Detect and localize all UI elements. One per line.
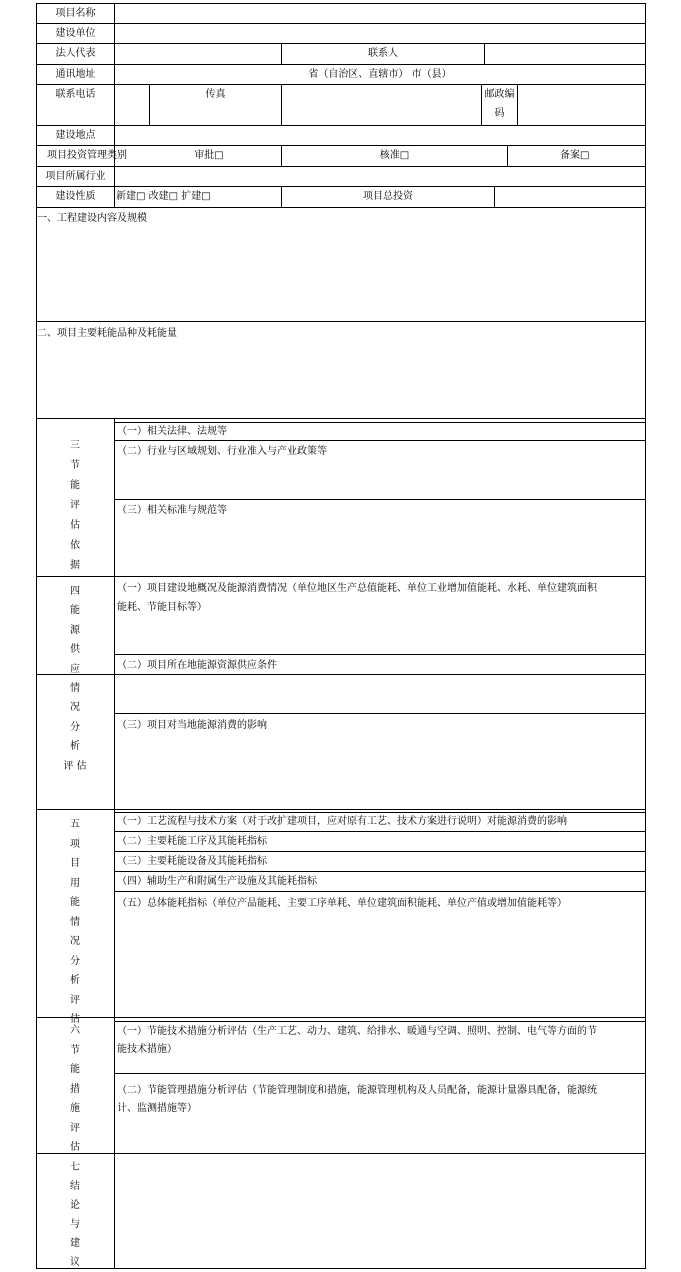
rule — [114, 499, 646, 500]
section-6-item-2-line-2: 计、监测措施等） — [117, 1103, 197, 1114]
section-5-item-5: （五）总体能耗指标（单位产品能耗、主要工序单耗、单位建筑面积能耗、单位产值或增加值能耗等） — [117, 898, 567, 909]
project-name-label: 项目名称 — [55, 8, 96, 19]
section-7-side-label: 七 结 论 与 建 议 — [70, 1162, 80, 1268]
rule — [114, 422, 646, 423]
rule — [36, 418, 646, 419]
rule — [645, 3, 646, 1269]
builder-field[interactable] — [115, 24, 645, 43]
rule — [36, 1017, 646, 1018]
nature-options[interactable]: 新建□ 改建□ 扩建□ — [116, 191, 211, 202]
address-label: 通讯地址 — [55, 69, 96, 80]
contact-label: 联系人 — [368, 48, 398, 59]
rule — [114, 1073, 646, 1074]
rule — [114, 1021, 646, 1022]
rule — [36, 1268, 646, 1269]
postcode-label-line1: 邮政编 — [484, 89, 515, 100]
section-2-field[interactable] — [37, 343, 645, 418]
rule — [36, 809, 646, 810]
industry-field[interactable] — [115, 167, 645, 186]
section-6-item-1-line-2: 能技术措施） — [117, 1044, 177, 1055]
rule — [114, 851, 646, 852]
section-4-item-2: （二）项目所在地能源资源供应条件 — [117, 660, 277, 671]
section-3-item-3-field[interactable] — [115, 520, 645, 576]
section-5-side-label: 五 项 目 用 能 情 况 分 析 评 估 — [70, 819, 80, 1025]
section-5-item-2: （二）主要耗能工序及其能耗指标 — [117, 836, 267, 847]
fax-field[interactable] — [282, 85, 481, 125]
legal-rep-field[interactable] — [115, 44, 281, 64]
rule — [36, 145, 646, 146]
site-label: 建设地点 — [55, 130, 96, 141]
section-7-field[interactable] — [115, 1154, 645, 1268]
rule — [114, 871, 646, 872]
mgmt-option-verification[interactable]: 核准□ — [379, 150, 410, 161]
section-2-title: 二、项目主要耗能品种及耗能量 — [37, 328, 177, 339]
section-5-item-3: （三）主要耗能设备及其能耗指标 — [117, 856, 267, 867]
phone-label: 联系电话 — [55, 89, 96, 100]
contact-field[interactable] — [485, 44, 645, 64]
section-4-item-3: （三）项目对当地能源消费的影响 — [117, 720, 267, 731]
section-3-item-1: （一）相关法律、法规等 — [117, 426, 227, 437]
phone-field[interactable] — [115, 85, 149, 125]
address-template[interactable]: 省（自治区、直辖市） 市（县） — [308, 69, 452, 80]
section-5-item-4: （四）辅助生产和附属生产设施及其能耗指标 — [117, 876, 317, 887]
legal-rep-label: 法人代表 — [55, 48, 96, 59]
section-1-field[interactable] — [37, 228, 645, 321]
section-4-item-1-field[interactable] — [115, 617, 645, 654]
rule — [114, 440, 646, 441]
rule — [114, 812, 646, 813]
rule — [36, 64, 646, 65]
postcode-label-line2: 码 — [494, 108, 505, 119]
section-4-item-1-line-1: （一）项目建设地概况及能源消费情况（单位地区生产总值能耗、单位工业增加值能耗、水耗、单位建筑面积 — [117, 583, 597, 594]
section-4-item-3-field[interactable] — [115, 735, 645, 809]
section-4-item-2-field[interactable] — [115, 675, 645, 713]
nature-label: 建设性质 — [55, 191, 96, 202]
builder-label: 建设单位 — [55, 28, 96, 39]
mgmt-type-label: 项目投资管理类别 — [47, 150, 127, 161]
section-4-item-1-line-2: 能耗、节能目标等） — [117, 602, 207, 613]
section-6-item-2-line-1: （二）节能管理措施分析评估（节能管理制度和措施，能源管理机构及人员配备，能源计量器具配备，能源统 — [117, 1085, 597, 1096]
section-3-item-2-field[interactable] — [115, 460, 645, 499]
section-6-item-1-line-1: （一）节能技术措施分析评估（生产工艺、动力、建筑、给排水、暖通与空调、照明、控制、电气等方面的节 — [117, 1026, 597, 1037]
rule — [36, 576, 646, 577]
total-invest-field[interactable] — [495, 187, 645, 207]
mgmt-option-approval[interactable]: 审批□ — [194, 150, 224, 161]
fax-label: 传真 — [205, 89, 226, 100]
section-1-title: 一、工程建设内容及规模 — [37, 213, 147, 224]
rule — [36, 321, 646, 322]
rule — [507, 145, 508, 166]
rule — [114, 713, 646, 714]
postcode-field[interactable] — [518, 85, 645, 125]
section-6-side-label: 六 节 能 措 施 评 估 — [70, 1025, 80, 1153]
section-5-item-5-field[interactable] — [115, 913, 645, 1017]
rule — [114, 654, 646, 655]
section-6-item-2-field[interactable] — [115, 1118, 645, 1153]
site-field[interactable] — [115, 126, 645, 145]
section-3-item-2: （二）行业与区域规划、行业准入与产业政策等 — [117, 446, 327, 457]
section-6-item-1-field[interactable] — [115, 1058, 645, 1073]
industry-label: 项目所属行业 — [45, 171, 106, 182]
total-invest-label: 项目总投资 — [363, 191, 413, 202]
section-5-item-1: （一）工艺流程与技术方案（对于改扩建项目，应对原有工艺、技术方案进行说明）对能源消费的影响 — [117, 816, 567, 827]
section-3-side-label: 三 节 能 评 估 依 据 — [70, 440, 80, 571]
mgmt-option-filing[interactable]: 备案□ — [560, 150, 590, 161]
section-4-side-label: 四 能 源 供 应 情 况 分 析 评 估 — [63, 586, 87, 772]
rule — [114, 891, 646, 892]
project-name-field[interactable] — [115, 4, 645, 23]
rule — [114, 831, 646, 832]
section-3-item-3: （三）相关标准与规范等 — [117, 505, 227, 516]
rule — [36, 207, 646, 208]
